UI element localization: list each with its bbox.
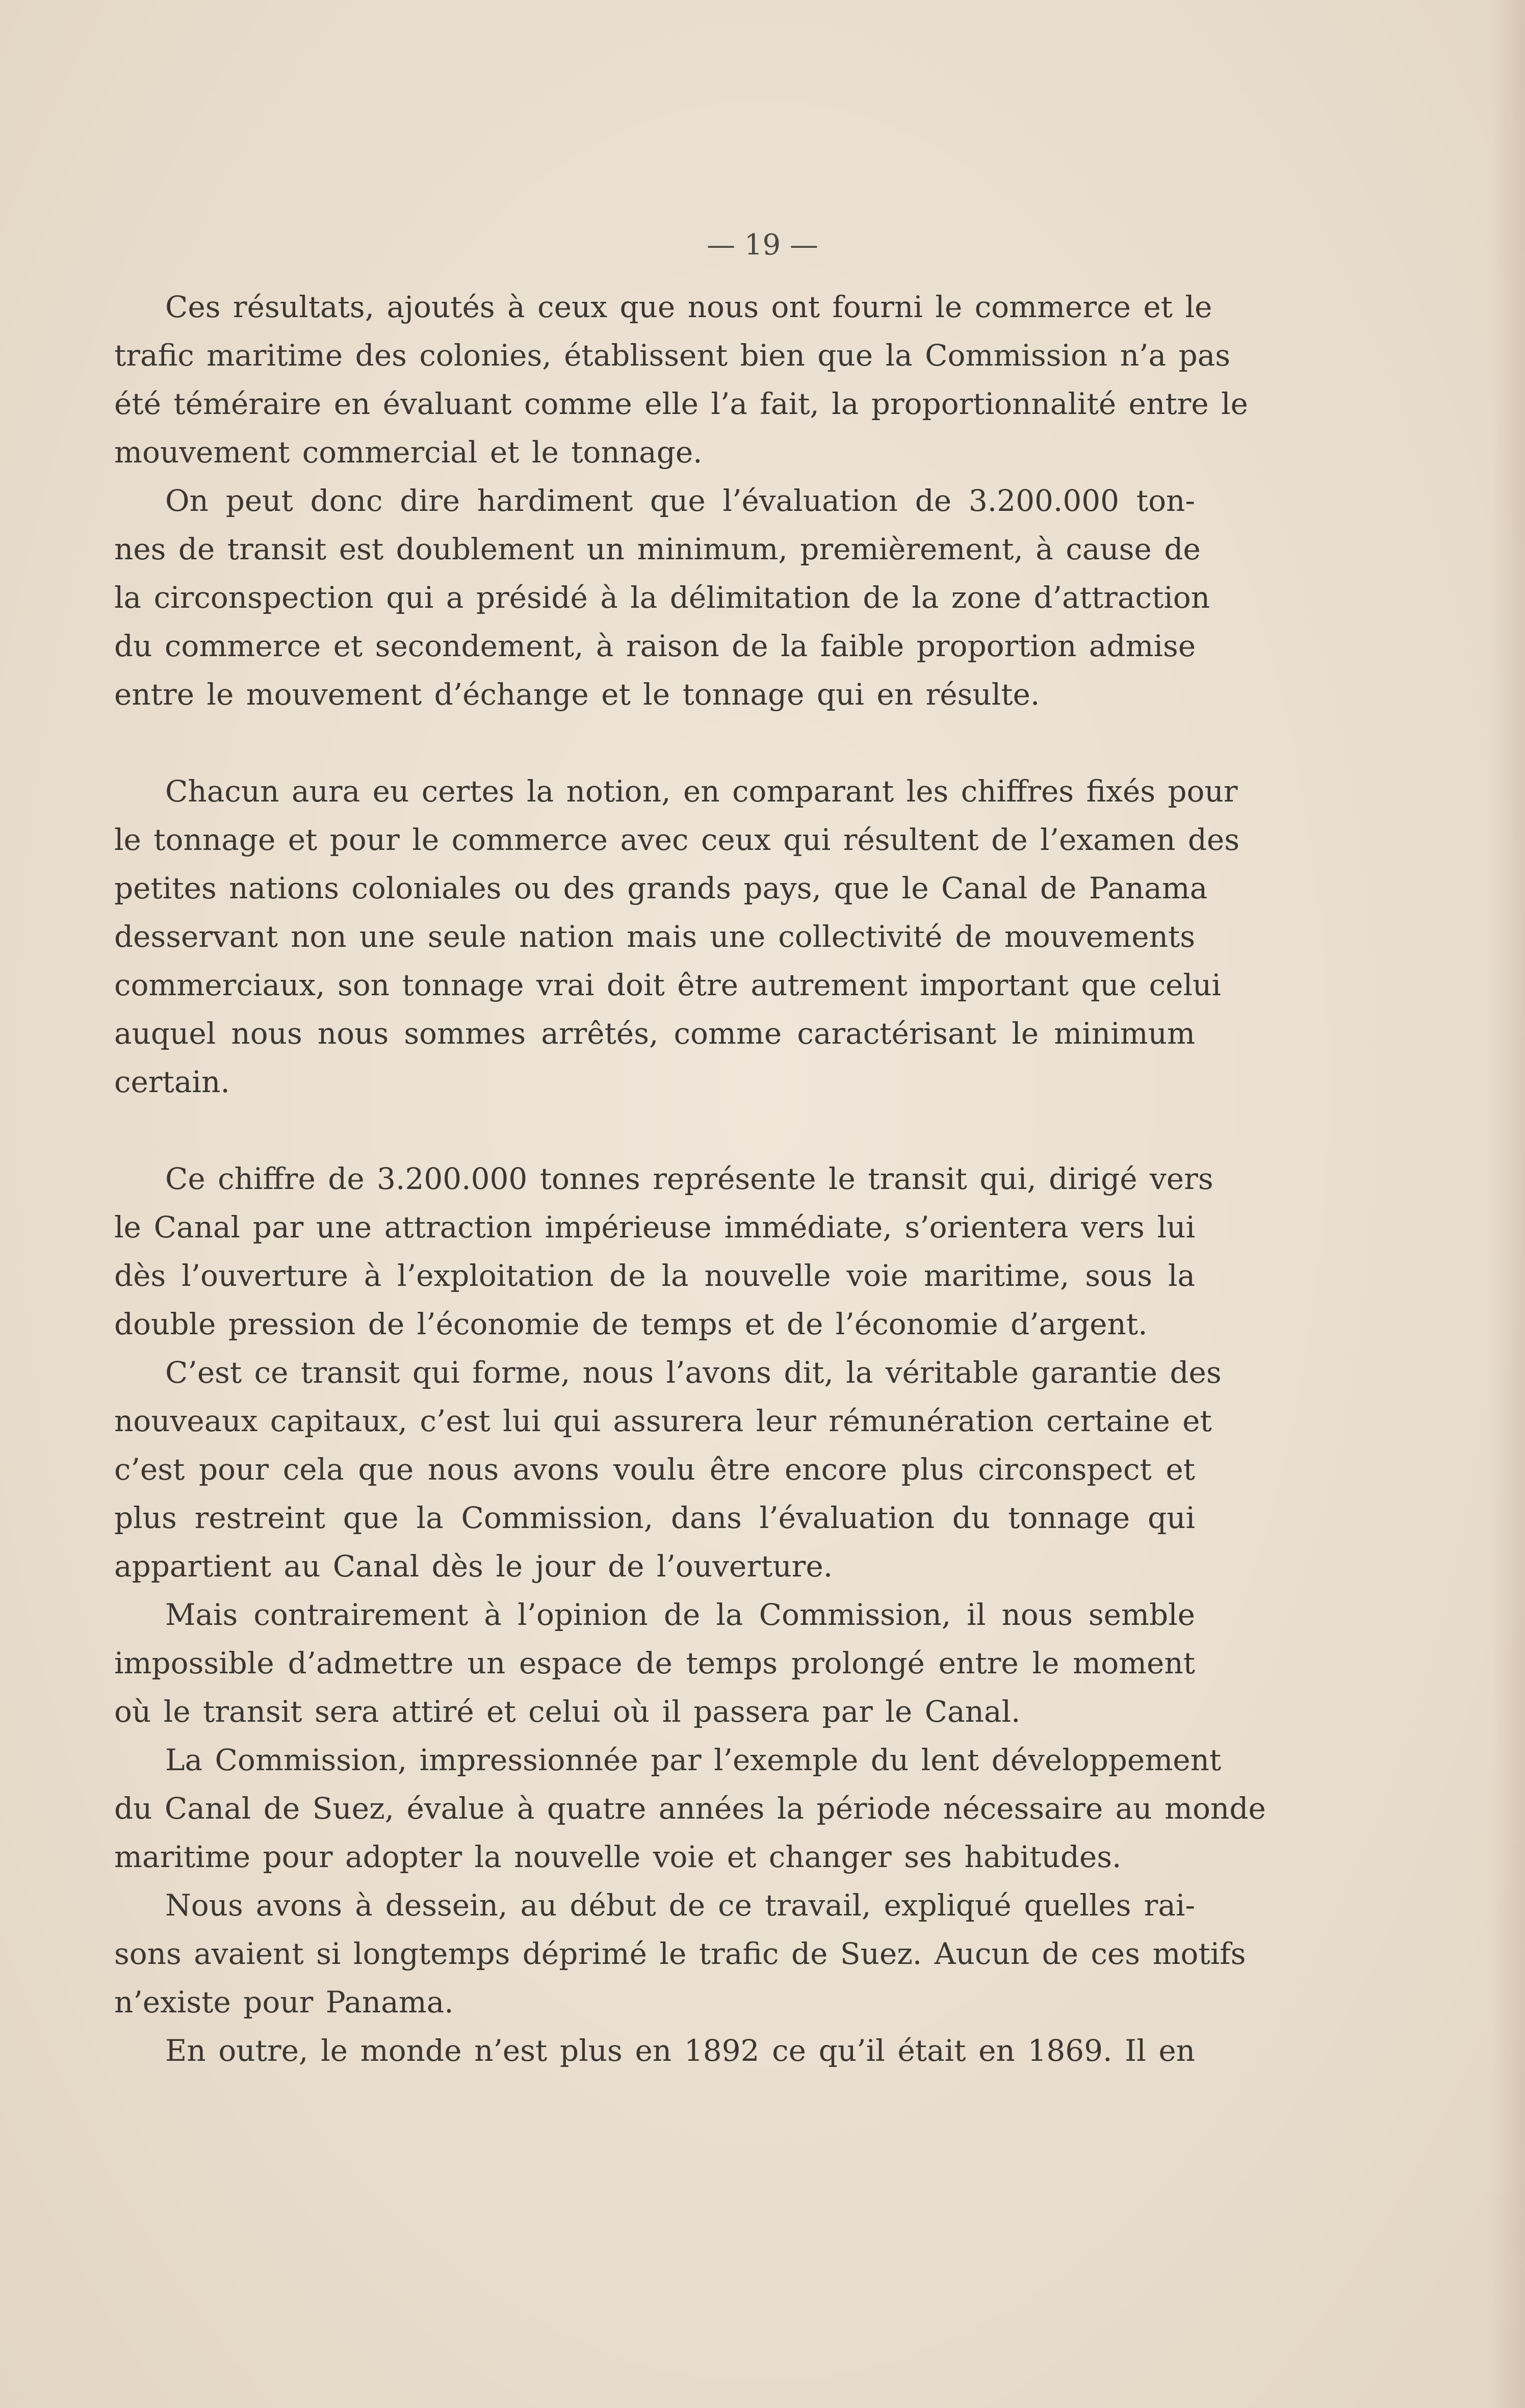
text-line: Mais contrairement à l’opinion de la Commission, il nous semble [165, 1597, 1195, 1632]
text-line: c’est pour cela que nous avons voulu être encore plus circonspect et [114, 1452, 1195, 1487]
paragraph [114, 1881, 1246, 2027]
text-line: trafic maritime des colonies, établissent bien que la Commission n’a pas [114, 338, 1230, 373]
text-line: C’est ce transit qui forme, nous l’avons dit, la véritable garantie des [165, 1355, 1222, 1390]
text-line: plus restreint que la Commission, dans l’évaluation du tonnage qui [114, 1500, 1195, 1535]
text-line: desservant non une seule nation mais une collectivité de mouvements [114, 919, 1195, 954]
paragraph [114, 2027, 1195, 2075]
text-line: nes de transit est doublement un minimum, premièrement, à cause de [114, 532, 1201, 566]
text-line: Ce chiffre de 3.200.000 tonnes représente le transit qui, dirigé vers [165, 1161, 1213, 1196]
text-line: On peut donc dire hardiment que l’évaluation de 3.200.000 ton- [165, 483, 1195, 518]
paragraph [114, 767, 1239, 1106]
text-line: petites nations coloniales ou des grands pays, que le Canal de Panama [114, 871, 1208, 905]
page-number: — 19 — [707, 228, 818, 262]
text-line: entre le mouvement d’échange et le tonnage qui en résulte. [114, 677, 1040, 712]
text-line: dès l’ouverture à l’exploitation de la nouvelle voie maritime, sous la [114, 1258, 1195, 1293]
text-line: appartient au Canal dès le jour de l’ouverture. [114, 1549, 833, 1584]
text-line: maritime pour adopter la nouvelle voie et changer ses habitudes. [114, 1840, 1122, 1874]
text-line: La Commission, impressionnée par l’exemple du lent développement [165, 1743, 1222, 1777]
text-line: certain. [114, 1065, 230, 1099]
text-line: commerciaux, son tonnage vrai doit être autrement important que celui [114, 968, 1221, 1002]
text-line: En outre, le monde n’est plus en 1892 ce qu’il était en 1869. Il en [165, 2033, 1195, 2068]
paragraph-gap [114, 719, 1195, 767]
text-line: nouveaux capitaux, c’est lui qui assurera leur rémunération certaine et [114, 1404, 1212, 1438]
text-line: impossible d’admettre un espace de temps prolongé entre le moment [114, 1646, 1195, 1680]
text-line: Ces résultats, ajoutés à ceux que nous ont fourni le commerce et le [165, 290, 1212, 324]
paragraph [114, 1349, 1222, 1591]
text-line: la circonspection qui a présidé à la délimitation de la zone d’attraction [114, 580, 1210, 615]
text-line: été téméraire en évaluant comme elle l’a fait, la proportionnalité entre le [114, 386, 1248, 421]
paragraph [114, 1155, 1213, 1349]
paragraph [114, 1736, 1266, 1881]
text-line: le Canal par une attraction impérieuse immédiate, s’orientera vers lui [114, 1210, 1195, 1245]
text-line: n’existe pour Panama. [114, 1985, 454, 2019]
text-line: Chacun aura eu certes la notion, en comparant les chiffres fixés pour [165, 774, 1238, 809]
text-line: où le transit sera attiré et celui où il passera par le Canal. [114, 1694, 1021, 1729]
text-line: mouvement commercial et le tonnage. [114, 435, 703, 470]
text-line: le tonnage et pour le commerce avec ceux qui résultent de l’examen des [114, 822, 1239, 857]
paragraph [114, 1591, 1195, 1736]
page-edge-shadow [1489, 0, 1525, 2408]
text-line: Nous avons à dessein, au début de ce travail, expliqué quelles rai- [165, 1888, 1195, 1923]
text-line: du Canal de Suez, évalue à quatre années la période nécessaire au monde [114, 1791, 1266, 1826]
paragraph [114, 477, 1210, 719]
paragraph [114, 283, 1248, 477]
body-text [114, 283, 1266, 2075]
paragraph-gap [114, 1106, 1195, 1155]
text-line: auquel nous nous sommes arrêtés, comme caractérisant le minimum [114, 1016, 1195, 1051]
text-line: sons avaient si longtemps déprimé le trafic de Suez. Aucun de ces motifs [114, 1936, 1246, 1971]
text-line: du commerce et secondement, à raison de la faible proportion admise [114, 629, 1196, 663]
text-line: double pression de l’économie de temps et de l’économie d’argent. [114, 1307, 1148, 1341]
